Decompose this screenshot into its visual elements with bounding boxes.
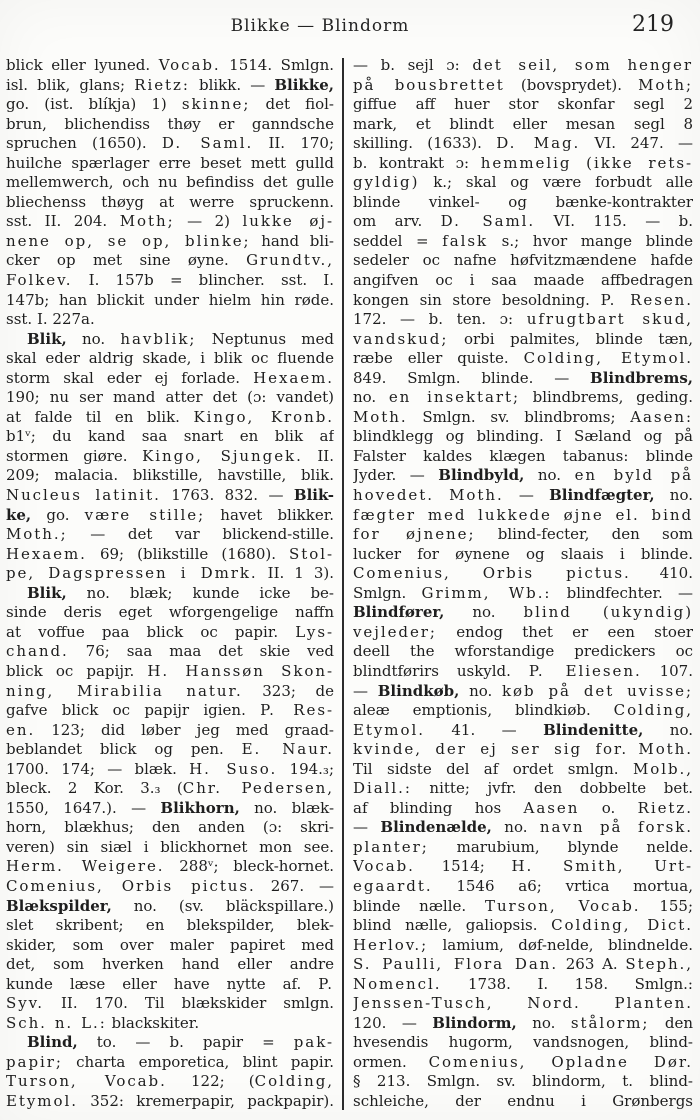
text-line: Blindfører, no. blind (ukyndig) [353, 603, 693, 622]
text-line: ormen. Comenius, Opladne Dør. [353, 1052, 693, 1071]
text-line: at voffue paa blick oc papir. Lys- [6, 622, 334, 641]
text-line: 120. — Blindorm, no. stålorm; den [353, 1013, 693, 1032]
text-line: Nucleus latinit. 1763. 832. — Blik- [6, 486, 334, 505]
text-line: ræbe eller quiste. Colding, Etymol. [353, 349, 693, 368]
text-line: blick eller lyuned. Vocab. 1514. Smlgn. [6, 56, 334, 74]
text-line: blind nælle, galiopsis. Colding, Dict. [353, 916, 693, 935]
text-line: blindklegg og blinding. I Sæland og på [353, 427, 693, 446]
text-line: Falster kaldes klægen tabanus: blinde [353, 446, 693, 465]
text-line: Jenssen-Tusch, Nord. Planten. [353, 994, 693, 1013]
text-line: kongen sin store besoldning. P. Resen. [353, 290, 693, 309]
text-line: gyldig) k.; skal og være forbudt alle [353, 173, 693, 192]
text-line: 1550, 1647.). — Blikhorn, no. blæk- [6, 798, 334, 817]
text-line: planter; marubium, blynde nelde. [353, 837, 693, 856]
text-line: 849. Smlgn. blinde. — Blindbrems, [353, 368, 693, 387]
text-column-right [353, 56, 693, 1112]
text-line: gafve blick oc papijr igien. P. Res- [6, 701, 334, 720]
text-line: 172. — b. ten. ɔ: ufrugtbart skud, [353, 310, 693, 329]
text-line: papir; charta emporetica, blint papir. [6, 1052, 334, 1071]
text-line: sst. II. 204. Moth; — 2) lukke øj- [6, 212, 334, 231]
text-line: spruchen (1650). D. Saml. II. 170; [6, 134, 334, 153]
text-line: deell the wforstandige predickers oc [353, 642, 693, 661]
text-line: bleck. 2 Kor. 3.₃ (Chr. Pedersen, [6, 779, 334, 798]
text-line: Syv. II. 170. Til blækskider smlgn. [6, 994, 334, 1013]
running-title: Blikke — Blindorm [230, 16, 410, 36]
text-line: skal eder aldrig skade, i blik oc fluende [6, 349, 334, 368]
text-line: huilche spærlager erre beset mett gulld [6, 153, 334, 172]
text-line: kunde læse eller have nytte af. P. [6, 974, 334, 993]
text-line: vejleder; endog thet er een stoer [353, 622, 693, 641]
text-line: 147b; han blickit under hielm hin røde. [6, 290, 334, 309]
text-line: Herm. Weigere. 288ᵛ; bleck-hornet. [6, 857, 334, 876]
text-line: Blik, no. havblik; Neptunus med [27, 329, 334, 348]
text-line: hvesendis hugorm, vandsnogen, blind- [353, 1033, 693, 1052]
text-line: isl. blik, glans; Rietz: blikk. — Blikke, [6, 75, 334, 94]
text-column-left [6, 56, 334, 1112]
text-line: Moth. Smlgn. sv. blindbroms; Aasen: [353, 407, 693, 426]
text-line: Comenius, Orbis pictus. 410. [353, 564, 693, 583]
text-line: go. (ist. blíkja) 1) skinne; det fiol- [6, 95, 334, 114]
text-line: ke, go. være stille; havet blikker. [6, 505, 334, 524]
text-line: om arv. D. Saml. VI. 115. — b. [353, 212, 693, 231]
text-line: Blind, to. — b. papir = pak- [27, 1033, 334, 1052]
text-line: sinde deris eget wforgengelige naffn [6, 603, 334, 622]
text-line: § 213. Smlgn. sv. blindorm, t. blind- [353, 1072, 693, 1091]
text-line: Comenius, Orbis pictus. 267. — [6, 876, 334, 895]
text-line: — Blindkøb, no. køb på det uvisse; [353, 681, 693, 700]
text-line: b1ᵛ; du kand saa snart en blik af [6, 427, 334, 446]
text-line: blindtførirs uskyld. P. Eliesen. 107. [353, 661, 693, 680]
text-line: pe, Dagspressen i Dmrk. II. 1 3). [6, 564, 334, 583]
page-header [0, 12, 700, 42]
text-line: Hexaem. 69; (blikstille (1680). Stol- [6, 544, 334, 563]
text-line: hovedet. Moth. — Blindfægter, no. [353, 486, 693, 505]
text-line: cker op met sine øyne. Grundtv., [6, 251, 334, 270]
text-columns [0, 56, 700, 1114]
text-line: chand. 76; saa maa det skie ved [6, 642, 334, 661]
text-line: Etymol. 352: kremerpapir, packpapir). [6, 1091, 334, 1110]
text-line: Herlov.; lamium, døf-nelde, blindnelde. [353, 935, 693, 954]
text-line: en. 123; did løber jeg med graad- [6, 720, 334, 739]
text-line: det, som hverken hand eller andre [6, 955, 334, 974]
text-line: lucker for øynene og slaais i blinde. [353, 544, 693, 563]
text-line: for øjnene; blind-fecter, den som [353, 525, 693, 544]
text-line: Diall.: nitte; jvfr. den dobbelte bet. [353, 779, 693, 798]
text-line: blinde vinkel- og bænke-kontrakter [353, 192, 693, 211]
text-line: på bousbrettet (bovsprydet). Moth; [353, 75, 693, 94]
text-line: Turson, Vocab. 122; (Colding, [6, 1072, 334, 1091]
text-line: Folkev. I. 157b = blincher. sst. I. [6, 271, 334, 290]
text-line: mellemwerch, och nu befindiss det gulle [6, 173, 334, 192]
text-line: schleiche, der endnu i Grønbergs [353, 1091, 693, 1110]
text-line: giffue aff huer stor skonfar segl 2 [353, 95, 693, 114]
text-line: blinde nælle. Turson, Vocab. 155; [353, 896, 693, 915]
text-line: — Blindenælde, no. navn på forsk. [353, 818, 693, 837]
text-line: skider, som over maler papiret med [6, 935, 334, 954]
text-line: veren) sin siæl i blickhornet mon see. [6, 837, 334, 856]
text-line: Blækspilder, no. (sv. bläckspillare.) [6, 896, 334, 915]
text-line: Moth.; — det var blickend-stille. [6, 525, 334, 544]
text-line: Smlgn. Grimm, Wb.: blindfechter. — [353, 583, 693, 602]
text-line: af blinding hos Aasen o. Rietz. [353, 798, 693, 817]
text-line: Sch. n. L.: blackskiter. [6, 1013, 200, 1032]
text-line: at falde til en blik. Kingo, Kronb. [6, 407, 334, 426]
text-line: 209; malacia. blikstille, havstille, blik. [6, 466, 334, 485]
text-line: slet skribent; en blekspilder, blek- [6, 916, 334, 935]
text-line: — b. sejl ɔ: det seil, som henger [353, 56, 693, 74]
text-line: stormen giøre. Kingo, Sjungek. II. [6, 446, 334, 465]
text-line: no. en insektart; blindbrems, geding. [353, 388, 693, 407]
text-line: mark, et blindt eller mesan segl 8 [353, 114, 693, 133]
text-line: brun, blichendiss thøy er ganndsche [6, 114, 334, 133]
text-line: nene op, se op, blinke; hand bli- [6, 231, 334, 250]
text-line: Etymol. 41. — Blindenitte, no. [353, 720, 693, 739]
text-line: blick oc papijr. H. Hanssøn Skon- [6, 661, 334, 680]
text-line: bliechenss thøyg at werre spruckenn. [6, 192, 334, 211]
text-line: Vocab. 1514; H. Smith, Urt- [353, 857, 693, 876]
text-line: storm skal eder ej forlade. Hexaem. [6, 368, 334, 387]
text-line: 190; nu ser mand atter det (ɔ: vandet) [6, 388, 334, 407]
text-line: sedeler oc nafne høfvitzmændene hafde [353, 251, 693, 270]
text-line: angifven oc i saa maade affbedragen [353, 271, 693, 290]
column-divider-rule [342, 58, 344, 1110]
text-line: Jyder. — Blindbyld, no. en byld på [353, 466, 693, 485]
text-line: S. Paulli, Flora Dan. 263 A. Steph., [353, 955, 693, 974]
text-line: 1700. 174; — blæk. H. Suso. 194.₃; [6, 759, 334, 778]
text-line: egaardt. 1546 a6; vrtica mortua, [353, 876, 693, 895]
text-line: beblandet blick og pen. E. Naur. [6, 740, 334, 759]
text-line: Blik, no. blæk; kunde icke be- [27, 583, 334, 602]
text-line: vandskud; orbi palmites, blinde tæn, [353, 329, 693, 348]
text-line: b. kontrakt ɔ: hemmelig (ikke rets- [353, 153, 693, 172]
text-line: skilling. (1633). D. Mag. VI. 247. — [353, 134, 693, 153]
text-line: kvinde, der ej ser sig for. Moth. [353, 740, 693, 759]
page-number: 219 [632, 12, 674, 37]
text-line: ning, Mirabilia natur. 323; de [6, 681, 334, 700]
text-line: sst. I. 227a. [6, 310, 95, 329]
text-line: Nomencl. 1738. I. 158. Smlgn.: [353, 974, 693, 993]
text-line: seddel = falsk s.; hvor mange blinde [353, 231, 693, 250]
text-line: aleæ emptionis, blindkiøb. Colding, [353, 701, 693, 720]
text-line: Til sidste del af ordet smlgn. Molb., [353, 759, 693, 778]
text-line: horn, blækhus; den anden (ɔ: skri- [6, 818, 334, 837]
text-line: fægter med lukkede øjne el. bind [353, 505, 693, 524]
